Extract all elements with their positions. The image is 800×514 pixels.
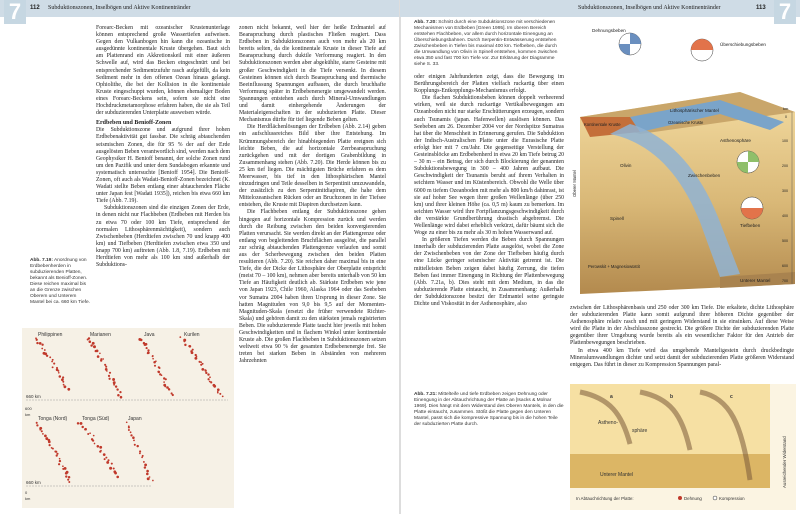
hypocenter-dot xyxy=(117,394,120,397)
hypocenter-dot xyxy=(109,372,111,374)
paragraph: Die flachen Subduktionsbeben können doppelt verheerend wirken, weil sie durch ruckartige Vertikalbewegungen am Ozeanboden nicht nur starke Erschütterungen erzeugen, sondern auch Tsunamis (japan. Hafenwellen) auslösen können. Das Seebeben am 26. Dezember 2004 vor der Nordspitze Sumatras hat über die Menschheit in Erinnerung gerufen. Die Subduktion der Indisch-Australischen Platte unter die Eurasische Platte erfolgt hier mit 7 cm/Jahr. Die gegenseitige Verstellung der Gesteinsblöcke am Erdbebenherd in etwa 20 km Tiefe betrug 20 – 30 m – ein Betrag, der sich durch Blockierung der genannten Subduktionsbewegung in 300 – 400 Jahren aufbaut. Die Geschwindigkeit der Tsunamis beruht auf ihrem Verhalten in seichtem Wasser und im Küstenbereich. Obwohl die Welle über 6000 m tiefem Ozeanboden mit mehr als 800 km/h dahinrast, ist sie auf hoher See wegen ihrer großen Wellenlänge (über 250 km) und ihrer kleinen Höhe (ca. 0,5 m) kaum zu bemerken. Im seichten Wasser wird ihre Fortpflanzungsgeschwindigkeit durch die verstärkte Grundberührung drastisch abgebremst. Die Wellenlänge wird dabei erheblich verkürzt, dafür bäumt sich die Woge zu einer bis zu mehr als 30 m hohen Wasserwand auf. xyxy=(414,95,564,237)
panel-label-java: Java xyxy=(144,332,155,338)
hypocenter-dot xyxy=(99,446,102,449)
depth-axis-km-2: km xyxy=(25,412,31,417)
depth-700: 700 xyxy=(782,279,788,283)
hypocenter-dot xyxy=(184,344,186,346)
hypocenter-dot xyxy=(194,357,197,360)
hypocenter-dot xyxy=(146,470,149,473)
depth-200: 200 xyxy=(782,164,788,168)
hypocenter-dot xyxy=(94,443,96,445)
hypocenter-dot xyxy=(200,361,202,363)
hypocenter-dot xyxy=(183,340,185,342)
hypocenter-dot xyxy=(153,361,156,364)
hypocenter-dot xyxy=(210,381,212,383)
hypocenter-dot xyxy=(144,343,147,346)
depth-300: 300 xyxy=(782,189,788,193)
depth-axis-km: km xyxy=(25,496,31,501)
hypocenter-dot xyxy=(89,340,92,343)
paragraph: Subduktionszonen sind die einzigen Zonen der Erde, in denen nicht nur Flachbeben (Erdbeben mit Herden bis zu etwa 70 oder 100 km Tiefe, entsprechend der normalen Lithosphärenmächtigkeit), sondern auch Zwischenbeben (Herdtiefen zwischen 70 und knapp 400 km) und Tiefbeben (Herdtiefen zwischen etwa 350 und knapp 700 km) auftreten (Abb. 1.8, 7.19). Erdbeben mit Herdtiefen von mehr als 100 km sind außerhalb der Subduktions- xyxy=(96,205,230,269)
hypocenter-dot xyxy=(149,476,151,478)
hypocenter-dot xyxy=(41,348,43,350)
hypocenter-dot xyxy=(81,426,83,428)
label-continental-crust: Kontinentale Kruste xyxy=(584,122,621,127)
hypocenter-dot xyxy=(52,359,54,361)
figure-caption-7-20 xyxy=(414,20,564,68)
label-zwischenbeben: Zwischenbeben xyxy=(688,173,721,178)
paragraph: In etwa 400 km Tiefe wird das umgebende Manteligestein durch druckbedingte Mineralumwandlungen dichter und setzt damit der subduzierenden Platte größeren Widerstand entgegen. Das führt in dieser zu Kompression Spannungen paral- xyxy=(570,347,794,368)
label-asthenosphere: Asthenosphäre xyxy=(720,138,751,143)
hypocenter-dot xyxy=(100,359,102,361)
paragraph: zwischen der Lithosphärenbasis und 250 oder 300 km Tiefe. Die erkaltete, dichte Lithosphäre der subduzierenden Platte kann somit aufgrund ihrer höheren Dichte gegenüber der Asthenosphäre relativ rasch und mit geringem Widerstand in sie einsinken. Auf diese Weise wird die Platte in der Abschlusszone gestreckt. Die größere Dichte der subduzierenden Platte gegenüber ihrer Umgebung wurde bereits als ein wesentlicher Faktor für den Antrieb der Plattenbewegungen beschrieben. xyxy=(570,305,794,347)
panel-label-japan: Japan xyxy=(128,416,142,422)
panel-label-philippinen: Philippinen xyxy=(38,332,63,338)
paragraph: In größeren Tiefen werden die Beben durch Spannungen innerhalb der subduzierenden Platte ausgelöst, wobei die Zone der Zwischenbeben von der Zone der Tiefbeben häufig durch eine Lücke geringer seismischer Aktivität getrennt ist. Die mittelleisten Beben zeigen dabei häufig Zerrung, die tiefen Beben fast immer Einengung in Richtung der Plattenbewegung (Abb. 7.21a, b). Dies steht mit dem Medium, in das die subduzierende Platte eintaucht, in Zusammenhang: Außerhalb der Subduktionszone besitzt der Erdmantel seine geringste Dichte und Viskosität in der Asthenosphäre, also xyxy=(414,237,564,307)
hypocenter-dot xyxy=(49,444,51,446)
hypocenter-dot xyxy=(59,375,62,378)
hypocenter-dot xyxy=(36,342,38,344)
depth-100: 100 xyxy=(782,139,788,143)
chapter-tab-left: 7 xyxy=(4,0,26,24)
hypocenter-dot xyxy=(65,472,68,475)
hypocenter-dot xyxy=(62,465,64,467)
panel-c-label: c xyxy=(730,394,733,400)
panel-label-kurilen: Kurilen xyxy=(184,332,200,338)
hypocenter-dot xyxy=(104,458,106,460)
hypocenter-dot xyxy=(207,373,209,375)
panel-label-tonga-sued: Tonga (Süd) xyxy=(82,416,110,422)
hypocenter-dot xyxy=(147,477,150,480)
hypocenter-dot xyxy=(65,475,67,477)
hypocenter-dot xyxy=(93,435,95,437)
legend-dehnung-marker xyxy=(678,496,682,500)
hypocenter-dot xyxy=(52,366,54,368)
hypocenter-dot xyxy=(87,338,89,340)
hypocenter-dot xyxy=(84,428,87,431)
hypocenter-dot xyxy=(62,468,64,470)
header-title-right: Subduktionszonen, Inselbögen und Aktive Kontinentränder xyxy=(578,5,721,11)
hypocenter-dot xyxy=(164,385,166,387)
hypocenter-dot xyxy=(55,451,57,453)
hypocenter-dot xyxy=(105,457,107,459)
depth-600: 600 xyxy=(782,264,788,268)
hypocenter-dot xyxy=(116,476,119,479)
hypocenter-dot xyxy=(140,339,143,342)
hypocenter-dot xyxy=(111,463,113,465)
legend-kompression-marker xyxy=(713,496,717,500)
hypocenter-dot xyxy=(201,368,204,371)
caption-text: Mittelteife und tiefe Erdbeben zeigen Dehnung oder Einengung in der Abtauchrichtung der Platte an [Isacks & Molnar 1969]. Dies hängt mit dem Widerstand des Oberen Mantels, in den die Platte eintaucht, zusammen. Stößt die Platte gegen den Unteren Mantel, passt sich die kompressive Spannung bis in die hohen Teile der subduzierten Platte durch. xyxy=(414,392,564,427)
stress-diagram-7-21 xyxy=(570,384,796,510)
label-oceanic-crust: Ozeanische Kruste xyxy=(668,120,704,125)
hypocenter-dot xyxy=(39,342,42,345)
caption-label: Abb. 7.19: xyxy=(30,258,53,263)
hypocenter-dot xyxy=(165,378,167,380)
hypocenter-dot xyxy=(141,456,143,458)
hypocenter-dot xyxy=(191,351,194,354)
hypocenter-dot xyxy=(59,460,61,462)
right-column-2 xyxy=(570,305,794,369)
label-perowskit: Perowskit + Magnesiowüstit xyxy=(588,264,640,269)
left-column-2 xyxy=(239,25,386,366)
hypocenter-dot xyxy=(134,444,136,446)
hypocenter-dot xyxy=(147,352,149,354)
hypocenter-dot xyxy=(158,367,160,369)
hypocenter-dot xyxy=(41,344,43,346)
hypocenter-dot xyxy=(62,381,64,383)
page-number-right: 113 xyxy=(756,5,766,11)
label-tiefbeben: Tiefbeben xyxy=(740,223,761,228)
hypocenter-dot xyxy=(168,388,170,390)
right-page xyxy=(400,0,800,514)
hypocenter-dot xyxy=(106,370,108,372)
hypocenter-dot xyxy=(90,344,92,346)
caption-text: Schnitt durch eine Subduktionszone mit verschiedenen Mechanismen von Erdbeben [Green 1995]. Im oberen Bereich entstehen Flachbeben, vor allem durch horizontale Einengung an Überschiebungsbahnen. Durch Serpentin-Entwässerung entstehen Zwischenbeben in Tiefen bis maximal 400 km. Tiefbeben, die durch die Umwandlung von Olivin in Spinell entstehen, kommen zwischen etwa 350 und fast 700 km Tiefe vor. Zur Erklärung der Diagramme siehe S. 33. xyxy=(414,20,558,67)
panel-b-label: b xyxy=(670,394,674,400)
hypocenter-dot xyxy=(112,378,115,381)
hypocenter-dot xyxy=(161,374,163,376)
paragraph: Die Herdflächenlösungen der Erdbeben (Abb. 2.14) geben ein aufschlussreiches Bild über ihre Entstehung. Im Krümmungsbereich der hinabbiegenden Platte ereignen sich leichte Beben, die auf horizontale Zerrbeanspruchung zurückgehen und mit der dortigen Grabenbildung in Zusammenhang stehen (Abb. 7.20). Die Herde können bis zu 25 km tief liegen. Die mächtigsten Brüche erfahren es dem Meerwasser, bis tief in den lithosphärischen Mantel einzudringen und Teile desselben in Serpentinit umzuwandeln, der zusätzlich zu den Serpentinitdiapiren, die hahe dem Mittelozeanischen Rücken oder an Bruchzonen in der Tiefsee entstehen, die Kruste mit Diapiren durchsetzen kann. xyxy=(239,124,386,209)
lower-mantle-band xyxy=(570,454,770,488)
label-widerstand: Ausreichender Widerstand xyxy=(782,436,787,488)
hypocenter-dot xyxy=(139,453,141,455)
depth-500: 500 xyxy=(782,239,788,243)
hypocenter-dot xyxy=(68,476,70,478)
section-heading: Erdbeben und Benioff-Zonen xyxy=(96,120,172,127)
hypocenter-dot xyxy=(198,361,200,363)
label-oberer-mantel: Oberer Mantel xyxy=(572,170,577,197)
hypocenter-dot xyxy=(116,388,118,390)
hypocenter-dot xyxy=(99,352,101,354)
hypocenter-dot xyxy=(115,385,117,387)
depth-axis-600: 600 xyxy=(25,406,32,411)
hypocenter-dot xyxy=(179,336,181,338)
hypocenter-dot xyxy=(119,391,121,393)
paragraph: oder einigen Jahrhunderten zeigt, dass die Bewegung im Berührungsbereich der Platten vielfach ruckartig über einen Kopplungs-Entkopplungs-Mechanismus erfolgt. xyxy=(414,74,564,95)
header-title-left: Subduktionszonen, Inselbögen und Aktive Kontinentränder xyxy=(48,5,191,11)
paragraph: Die Flachbeben entlang der Subduktionszone gehen hingegen auf horizontale Kompression zurück und werden durch die Reibung zwischen den beiden konvergierenden Platten verursacht. Sie werden direkt an der Plattengrenze oder entlang von begleitenden Bruchflächen ausgelöst, die parallel zur schräg abtauchenden Plattengrenze verlaufen und somit aus der Scherbewegung zwischen den beiden Platten resultieren (Abb. 7.20). Sie reichen daher maximal bis in eine Tiefe, die der Dicke der Lithosphäre der Oberplatte entspricht (meist 70 – 100 km), nehmen aber bereits unterhalb von 50 km Tiefe an Häufigkeit deutlich ab. Stärkste Erdbeben wie jene von Japan 1923, Chile 1960, Alaska 1964 oder das Seebeben vor Sumatra 2004 haben ihren Ursprung in dieser Zone. Sie hatten Magnituden von 9,0 bis 9,5 auf der Momenten-Magnituden-Skala (ersetzt die früher verwendete Richter-Skala) und gehören damit zu den stärksten jemals registrierten Beben. Die subduzierende Platte taucht hier jeweils mit hohen Geschwindigkeiten und in flachem Winkel unter kontinentale Kruste ab. Die großen Flachbeben in Subduktionszonen setzen weltweit etwa 90 % der gesamten Erdbebenenergie frei. Sie treten bei starken Beben in Abständen von mehreren Jahrzehnten xyxy=(239,209,386,365)
chapter-tab-right: 7 xyxy=(774,0,796,24)
hypocenter-dot xyxy=(209,376,211,378)
label-unterer-mantel: Unterer Mantel xyxy=(600,472,634,478)
hypocenter-dot xyxy=(92,342,95,345)
hypocenter-dot xyxy=(61,378,64,381)
hypocenter-dot xyxy=(58,372,60,374)
hypocenter-dot xyxy=(205,370,207,372)
hypocenter-dot xyxy=(157,371,159,373)
paragraph: Forearc-Becken mit ozeanischer Krustenunterlage können entsprechend große Wassertiefen aufweisen. Gegen den Vulkanbogen hin kann die ozeanische in ausgedünnte kontinentale Kruste übergehen. Baut sich am Plattenrand ein Akkretionskeil mit einer äußeren Schwelle auf, wird das Becken eingeschnürt und bei entsprechender Sedimentzufuhr rasch aufgefüllt, da kein Sediment mehr in den offenen Ozean hinaus gelangt. Ophiolithe, die bei der Kollision in die kontinentale Kruste eingeschuppt wurden, können ehemaliger Boden eines Forearc-Beckens sein, sofern sie nicht eine Hochdruckmetamorphose erfahren haben, die sie als Teil der subduzierenden Unterplatte ausweisen würde. xyxy=(96,25,230,117)
hypocenter-dot xyxy=(152,355,154,357)
hypocenter-dot xyxy=(130,431,132,433)
depth-axis-0: 0 xyxy=(25,490,28,495)
hypocenter-dot xyxy=(58,463,60,465)
beachball-ueberschiebung xyxy=(691,39,713,61)
hypocenter-dot xyxy=(105,366,107,368)
hypocenter-dot xyxy=(213,384,216,387)
hypocenter-dot xyxy=(93,345,96,348)
hypocenter-dot xyxy=(67,479,69,481)
hypocenter-dot xyxy=(143,461,145,463)
hypocenter-dot xyxy=(219,393,221,395)
hypocenter-dot xyxy=(108,375,110,377)
legend-dehnung: Dehnung xyxy=(684,496,702,501)
figure-caption-7-21 xyxy=(414,392,564,428)
hypocenter-dot xyxy=(36,422,38,424)
paragraph: zonen nicht bekannt, weil hier der heiße Erdmantel auf Beanspruchung durch plastisches Fließen reagiert. Dass Erdbeben in Subduktionszonen auch von mehr als 20 km bereits selten, da die kontinentale Kruste in dieser Tiefe auf Beanspruchung durch duktile Verformung reagiert. In den Subduktionszonen werden aber abgekühlte, starre Gesteine mit großer Geschwindigkeit in die Tiefe versenkt. In diesem Gesteinen können sich durch Beanspruchung und thermische Beeinflussung Spannungen aufbauen, die durch bruchhafte Verformung später in Erdbebenenergie umgewandelt werden. Spannungen entstehen auch durch Mineral-Umwandlungen und damit einhergehende Änderungen der Materialeigenschaften in der subduzierten Platte. Dieser Mechanismus dürfte für tief liegende Beben gelten. xyxy=(239,25,386,124)
hypocenter-dot xyxy=(46,355,48,357)
hypocenter-dot xyxy=(132,436,135,439)
hypocenter-dot xyxy=(154,365,156,367)
hypocenter-dot xyxy=(96,350,99,353)
hypocenter-dot xyxy=(53,363,55,365)
label-spinell: Spinell xyxy=(610,216,624,221)
hypocenter-dot xyxy=(139,450,141,452)
hypocenter-dot xyxy=(163,381,165,383)
hypocenter-dot xyxy=(144,463,147,466)
hypocenter-dot xyxy=(41,430,43,432)
hypocenter-dot xyxy=(104,364,106,366)
hypocenter-dot xyxy=(109,467,112,470)
hypocenter-dot xyxy=(146,473,149,476)
benioff-zones-chart xyxy=(22,328,234,508)
paragraph: Die Subduktionszone und aufgrund ihrer hohen Erdbebenaktivität gut fassbar. Die schräg abtauchenden seismischen Zonen, die für 95 % der auf der Erde ausgelösten Beben verantwortlich sind, werden nach dem Geophysiker H. Benioff benannt, der solche Zonen rund um den Pazifik und unter dem Sundabogen erkannte und systematisch untersuchte [Benioff 1954]. Die Benioff-Zonen, oft auch als Wadati-Benioff-Zonen bezeichnet (K. Wadati stellte Beben entlang einer abtauchenden Fläche unter Japan fest [Wadati 1935]), reichen bis etwa 660 km Tiefe (Abb. 7.19). xyxy=(96,127,230,205)
panel-label-tonga-nord: Tonga (Nord) xyxy=(38,416,68,422)
label-ueberschiebung: Überschiebungsbeben xyxy=(720,42,766,47)
hypocenter-dot xyxy=(57,370,59,372)
panel-a-label: a xyxy=(610,394,613,400)
hypocenter-dot xyxy=(99,450,101,452)
hypocenter-dot xyxy=(130,434,132,436)
label-lithosphere: Lithosphärischer Mantel xyxy=(670,108,719,113)
hypocenter-dot xyxy=(114,472,117,475)
figure-caption-7-19 xyxy=(30,258,90,306)
hypocenter-dot xyxy=(103,453,106,456)
hypocenter-dot xyxy=(77,422,79,424)
hypocenter-dot xyxy=(80,422,83,425)
hypocenter-dot xyxy=(89,432,91,434)
hypocenter-dot xyxy=(113,467,115,469)
hypocenter-dot xyxy=(200,364,202,366)
hypocenter-dot xyxy=(51,361,53,363)
hypocenter-dot xyxy=(128,426,130,428)
depth-label-660-top: 660 km xyxy=(26,394,41,399)
label-dehnung: Dehnungsbeben xyxy=(592,28,626,33)
hypocenter-dot xyxy=(146,347,148,349)
hypocenter-dot xyxy=(97,355,100,358)
hypocenter-dot xyxy=(52,448,54,450)
label-unterer-mantel: Unterer Mantel xyxy=(740,278,771,283)
hypocenter-dot xyxy=(36,424,38,426)
depth-label-660-bottom: 660 km xyxy=(26,480,41,485)
depth-400: 400 xyxy=(782,214,788,218)
hypocenter-dot xyxy=(97,445,100,448)
caption-label: Abb. 7.21: xyxy=(414,392,437,397)
hypocenter-dot xyxy=(68,481,70,483)
right-column-1 xyxy=(414,74,564,308)
hypocenter-dot xyxy=(44,349,46,351)
panel-label-marianen: Marianen xyxy=(90,332,111,338)
page-number-left: 112 xyxy=(30,5,40,11)
hypocenter-dot xyxy=(217,392,219,394)
hypocenter-dot xyxy=(63,384,65,386)
hypocenter-dot xyxy=(56,454,58,456)
subduction-zone-diagram xyxy=(570,22,796,302)
hypocenter-dot xyxy=(172,394,174,396)
legend-kompression: Kompression xyxy=(719,496,745,501)
hypocenter-dot xyxy=(87,433,89,435)
hypocenter-dot xyxy=(205,372,207,374)
hypocenter-dot xyxy=(133,439,135,441)
label-astheno: Astheno- xyxy=(598,420,619,426)
hypocenter-dot xyxy=(102,358,104,360)
hypocenter-dot xyxy=(44,435,47,438)
hypocenter-dot xyxy=(136,445,138,447)
beachball-tief xyxy=(741,197,763,219)
hypocenter-dot xyxy=(207,378,209,380)
hypocenter-dot xyxy=(108,378,110,380)
legend-direction: In Abtauchrichtung der Platte: xyxy=(576,496,634,501)
hypocenter-dot xyxy=(106,461,109,464)
hypocenter-dot xyxy=(126,421,128,423)
hypocenter-dot xyxy=(36,339,38,341)
hypocenter-dot xyxy=(113,384,115,386)
hypocenter-dot xyxy=(152,358,154,360)
caption-label: Abb. 7.20: xyxy=(414,20,437,25)
hypocenter-dot xyxy=(147,349,149,351)
beachball-zwischen xyxy=(737,151,759,173)
hypocenter-dot xyxy=(39,429,41,431)
beachball-dehnung xyxy=(619,33,641,55)
left-column-1 xyxy=(96,25,230,269)
hypocenter-dot xyxy=(113,381,116,384)
hypocenter-dot xyxy=(144,466,146,468)
hypocenter-dot xyxy=(67,388,70,391)
caption-text: Anordnung von Erdbebenherden in subduzierenden Platten, bekannt als Benioff-Zonen. Diese reichen maximal bis an die Grenze zwischen Oberem und Unterem Mantel bei ca. 660 km Tiefe. xyxy=(30,258,90,305)
hypocenter-dot xyxy=(189,345,192,348)
hypocenter-dot xyxy=(59,458,61,460)
label-olivin: Olivin xyxy=(620,163,632,168)
hypocenter-dot xyxy=(128,429,130,431)
hypocenter-dot xyxy=(217,388,220,391)
hypocenter-dot xyxy=(49,356,51,358)
hypocenter-dot xyxy=(42,433,44,435)
hypocenter-dot xyxy=(92,439,94,441)
hypocenter-dot xyxy=(120,396,123,399)
hypocenter-dot xyxy=(152,480,154,482)
hypocenter-dot xyxy=(62,376,64,378)
label-sphaere: sphäre xyxy=(632,428,648,434)
depth-unit: km xyxy=(783,106,789,111)
hypocenter-dot xyxy=(222,396,224,398)
hypocenter-dot xyxy=(64,385,67,388)
hypocenter-dot xyxy=(48,441,51,444)
depth-0: 0 xyxy=(785,115,787,119)
